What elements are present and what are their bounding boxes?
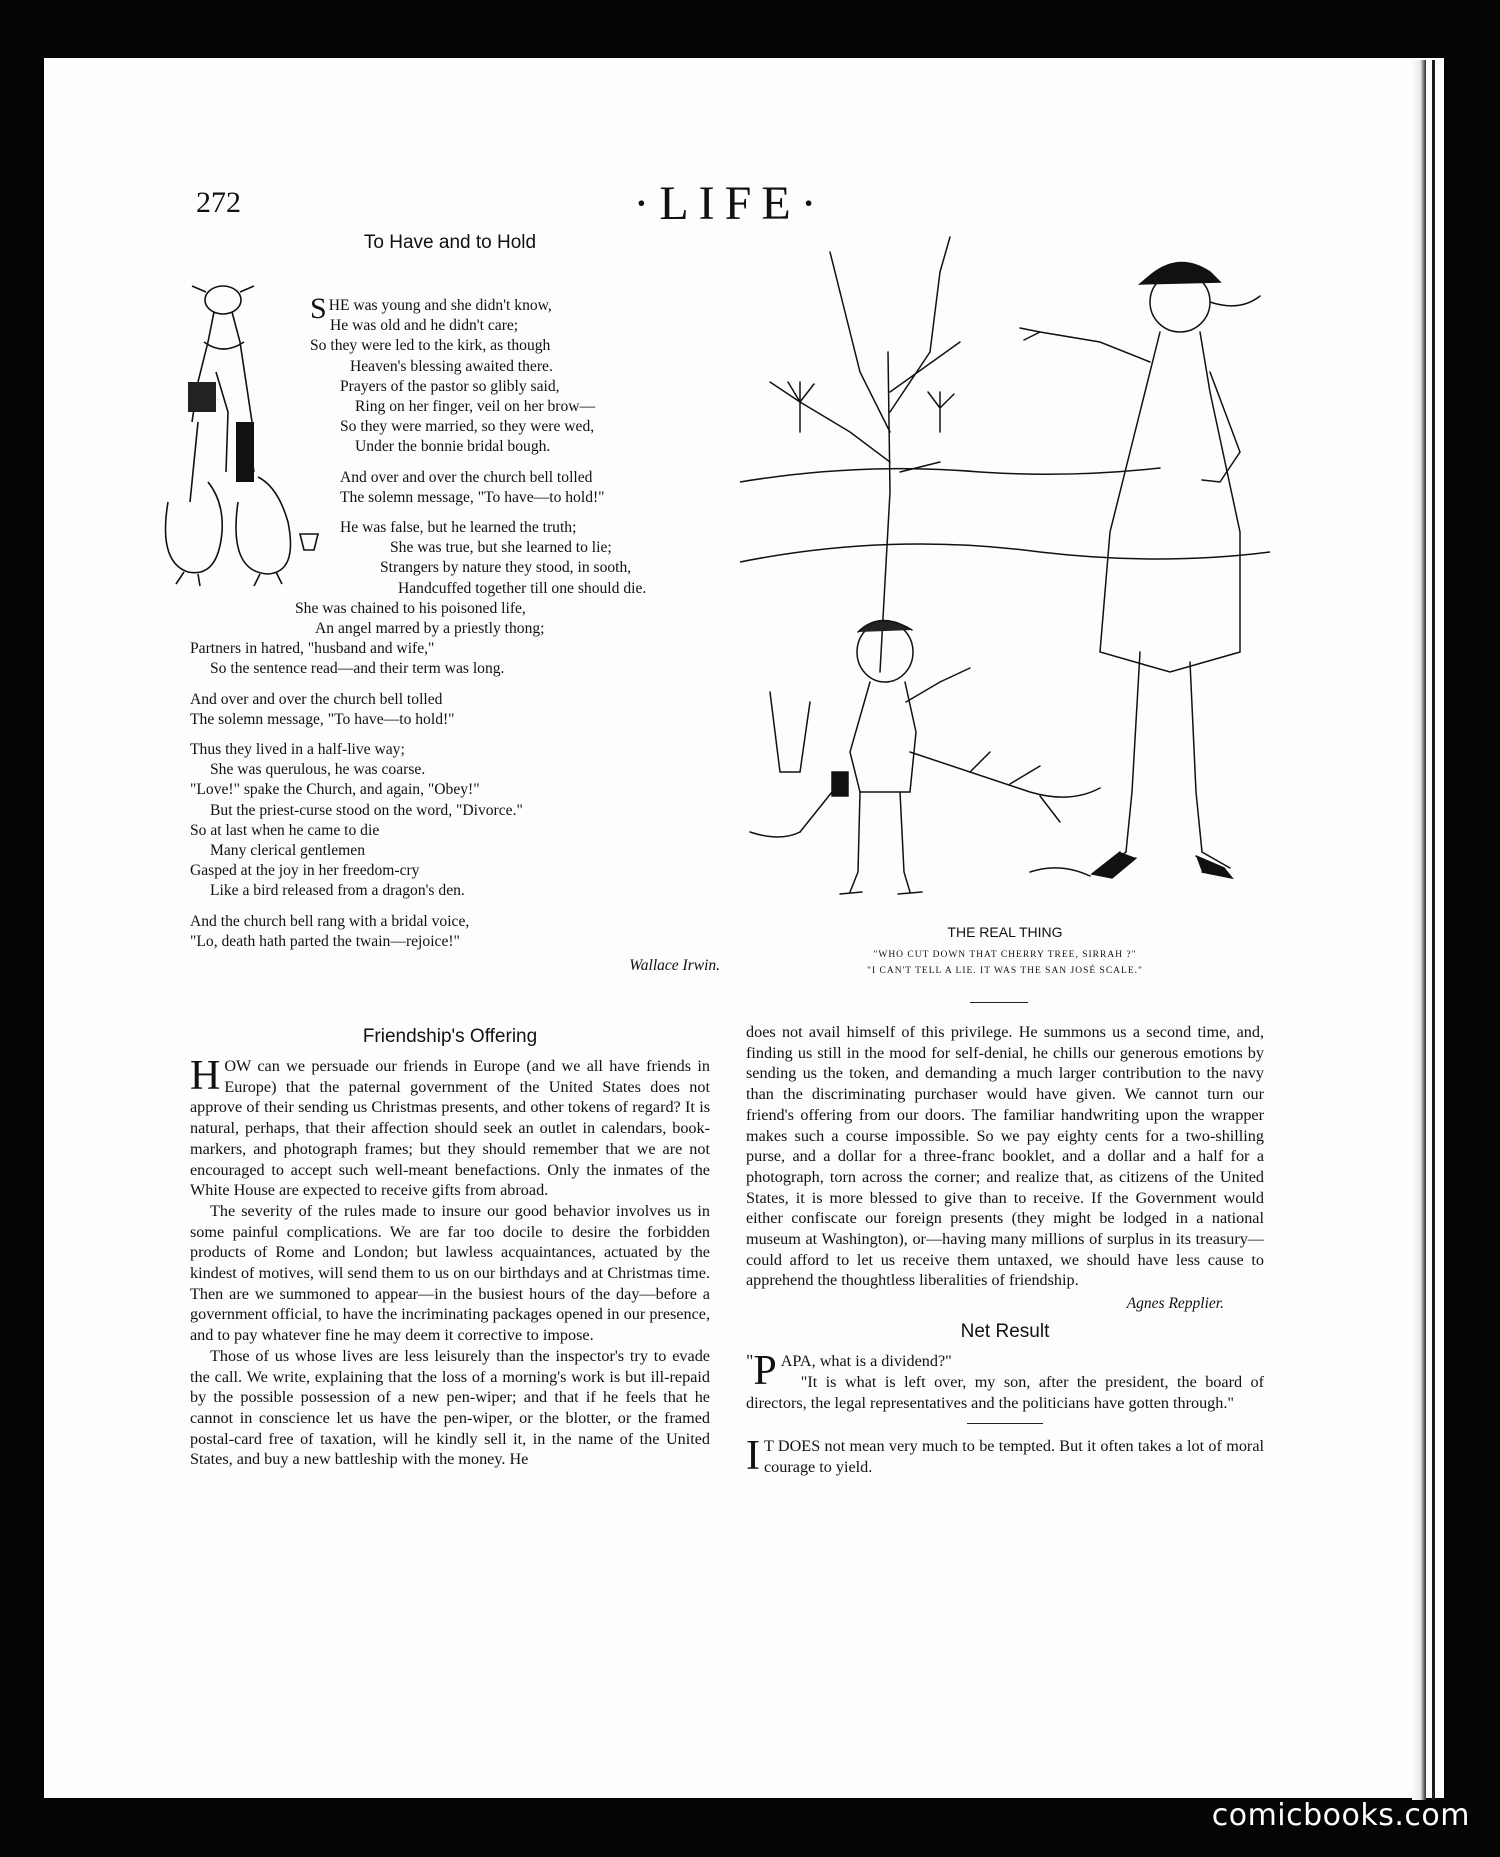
poem-line: The solemn message, "To have—to hold!" [340,488,605,506]
essay-continuation [746,1022,1264,1291]
net-result-answer: "It is what is left over, my son, after the president, the board of directors, the legal representatives and the politicians have gotten through." [746,1372,1264,1412]
poem-author: Wallace Irwin. [629,957,720,975]
poem-line: Many clerical gentlemen [210,842,366,860]
right-column [746,1022,1264,1478]
filler-drop-cap: I [746,1433,760,1480]
binding-line [1432,60,1435,1800]
cartoon-caption-question: "WHO CUT DOWN THAT CHERRY TREE, SIRRAH ?" [873,950,1137,960]
cartoon-caption-answer: "I CAN'T TELL A LIE. IT WAS THE SAN JOSÉ SCALE." [867,966,1143,976]
poem-line: Under the bonnie bridal bough. [355,438,551,456]
net-result-title: Net Result [960,1321,1050,1343]
essay-left-text [190,1053,710,1470]
poem-drop-cap: S [310,292,327,325]
poem-line: The solemn message, "To have—to hold!" [190,710,455,728]
cherry-tree-cartoon [740,232,1270,922]
poem-line: She was querulous, he was coarse. [210,761,426,779]
cartoon-title: THE REAL THING [947,924,1063,940]
net-result-question: APA, what is a dividend?" [780,1352,952,1371]
poem-line: He was false, but he learned the truth; [340,519,577,537]
poem-line: And the church bell rang with a bridal voice, [190,912,470,930]
watermark: comicbooks.com [1211,1798,1470,1833]
filler-sentence: T DOES not mean very much to be tempted. But it often takes a lot of moral courage to yield. [764,1437,1264,1476]
caption-divider [970,1002,1028,1003]
poem-line: HE was young and she didn't know, [328,297,552,314]
page-edge [1412,60,1426,1800]
page-number: 272 [196,186,241,219]
masthead: ·LIFE· [633,177,827,230]
poem-line: She was chained to his poisoned life, [295,599,526,617]
essay-paragraph: does not avail himself of this privilege. He summons us a second time, and, finding us still in the mood for self-denial, he chills our generous emotions by sending us the token, and demanding a much larger contribution to the navy than the discriminating purchaser would have given. We cannot turn our friend's offering from our doors. The familiar handwriting upon the wrapper makes such a course impossible. So we pay eighty cents for a two-shilling purse, and a dollar for a three-franc booklet, and a dollar and a half for a photograph, torn across the corner; and realize that, as citizens of the United States, it is more blessed to give than to receive. If the Government would either confiscate our foreign presents (they might be lodged in a national museum at Washington), or—having many millions of surplus in its treasury—could afford to let us receive them untaxed, we should have less cause to apprehend the thoughtless liberalities of friendship. [746,1023,1264,1290]
poem-line: And over and over the church bell tolled [340,468,593,486]
poem-line: So they were led to the kirk, as though [310,337,551,355]
poem-line: But the priest-curse stood on the word, "Divorce." [210,801,523,819]
poem-block [190,262,720,1022]
essay-paragraph: Those of us whose lives are less leisurely than the inspector's try to evade the call. We write, explaining that the loss of a morning's work is but ill-repaid by the possible possession of a new pen-wiper; and that if he feels that he cannot in conscience let us have the pen-wiper, or the blotter, or the framed postal-card free of taxation, will he kindly sell it, in the name of the United States, and buy a new battleship with the money. He [190,1346,710,1469]
poem-line: Like a bird released from a dragon's den. [210,882,465,900]
poem-line: She was true, but she learned to lie; [390,539,612,557]
poem-line: Partners in hatred, "husband and wife," [190,640,435,658]
essay-author: Agnes Repplier. [1126,1295,1224,1313]
poem-line: Strangers by nature they stood, in sooth, [380,559,632,577]
essay-paragraph: OW can we persuade our friends in Europe (and we all have friends in Europe) that the paternal government of the United States does not approve of their sending us Christmas presents, and other tokens of regard? It is natural, perhaps, that their affection should seek an outlet in calendars, book-markers, and photograph frames; but they should remember that we are not encouraged to accept such well-meant benefactions. Only the inmates of the White House are expected to receive gifts from abroad. [190,1057,710,1200]
poem-line: "Love!" spake the Church, and again, "Obey!" [190,781,480,799]
poem-line: Ring on her finger, veil on her brow— [355,398,596,416]
section-divider [967,1423,1043,1424]
poem-line: And over and over the church bell tolled [190,690,443,708]
poem-text [190,292,730,976]
poem-line: Heaven's blessing awaited there. [350,357,553,375]
poem-line: "Lo, death hath parted the twain—rejoice!" [190,932,460,950]
poem-line: Prayers of the pastor so glibly said, [340,377,560,395]
essay-drop-cap: H [190,1053,221,1099]
essay-title: Friendship's Offering [362,1026,538,1047]
net-result-text [746,1348,1264,1413]
poem-line: Gasped at the joy in her freedom-cry [190,862,420,880]
poem-line: An angel marred by a priestly thong; [315,620,545,638]
poem-line: He was old and he didn't care; [330,317,519,335]
net-result-quote-mark: " [746,1351,754,1372]
essay-paragraph: The severity of the rules made to insure our good behavior involves us in some painful complications. We are far too docile to desire the forbidden products of Rome and London; but lawless acquaintances, actuated by the kindest of motives, will send them to us on our birthdays and at Christmas time. Then are we summoned to appear—in the busiest hours of the day—before a government official, to have the incriminating packages opened in our presence, and to pay whatever fine he may deem it corrective to impose. [190,1201,710,1345]
left-column [190,232,720,1470]
poem-line: So at last when he came to die [190,821,380,839]
poem-line: So the sentence read—and their term was long. [210,660,505,678]
poem-line: Thus they lived in a half-live way; [190,741,405,759]
poem-line: Handcuffed together till one should die. [398,579,647,597]
filler-text [746,1433,1264,1480]
net-result-drop-cap: P [753,1348,777,1395]
poem-title: To Have and to Hold [363,232,537,253]
poem-line: So they were married, so they were wed, [340,418,595,436]
